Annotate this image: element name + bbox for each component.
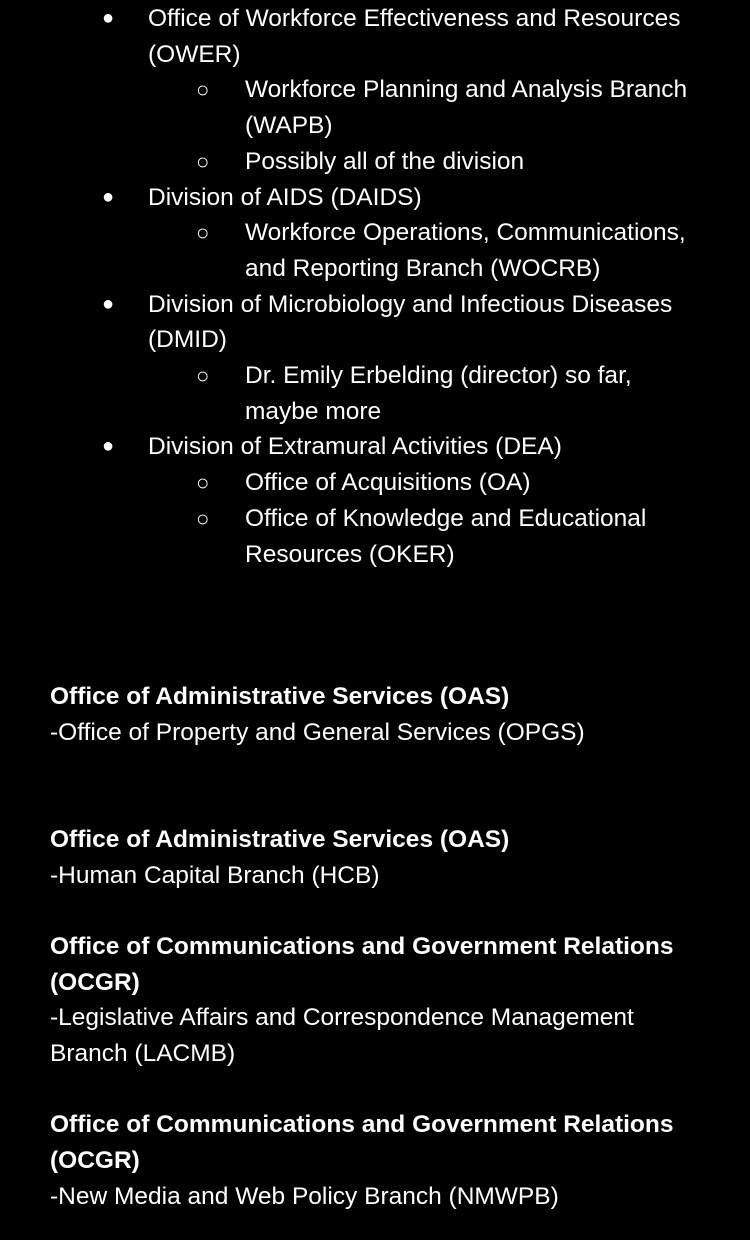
bullet-dot-icon: ●	[102, 7, 115, 29]
spacer	[50, 1072, 710, 1108]
bullet-dot-icon: ●	[102, 185, 115, 208]
sub-list-item-text: Office of Acquisitions (OA)	[245, 469, 531, 497]
bullet-circle-icon: ○	[196, 505, 210, 531]
list-item-text: Office of Workforce Effectiveness and Resources (OWER)	[148, 5, 681, 68]
section-line: -Human Capital Branch (HCB)	[50, 861, 380, 889]
sub-list-item	[196, 501, 695, 572]
sub-list-item-text: Workforce Planning and Analysis Branch (WAPB)	[245, 76, 688, 140]
office-section	[50, 929, 710, 1072]
list-item	[102, 180, 708, 287]
section-line: -Legislative Affairs and Correspondence Management Branch (LACMB)	[50, 1004, 634, 1067]
bullet-circle-icon: ○	[196, 220, 210, 246]
sub-list	[196, 358, 695, 429]
sub-list	[196, 215, 695, 286]
section-heading: Office of Communications and Government Relations (OCGR)	[50, 932, 674, 996]
section-heading: Office of Administrative Services (OAS)	[50, 683, 510, 710]
sub-list-item	[196, 358, 695, 429]
bullet-circle-icon: ○	[196, 77, 210, 103]
section-heading: Office of Communications and Government Relations (OCGR)	[50, 1111, 674, 1175]
section-heading: Office of Administrative Services (OAS)	[50, 825, 510, 853]
list-item-text: Division of AIDS (DAIDS)	[148, 183, 422, 211]
spacer	[50, 893, 710, 929]
list-item-text: Division of Microbiology and Infectious Diseases (DMID)	[148, 290, 673, 354]
bullet-dot-icon: ●	[102, 292, 115, 315]
sub-list-item-text: Dr. Emily Erbelding (director) so far, maybe more	[245, 362, 632, 425]
sub-list-item	[196, 144, 695, 180]
sub-list-item-text: Workforce Operations, Communications, and Reporting Branch (WOCRB)	[245, 219, 686, 282]
bullet-dot-icon: ●	[102, 435, 115, 458]
office-section	[50, 1107, 710, 1214]
list-item-text: Division of Extramural Activities (DEA)	[148, 433, 562, 461]
sub-list-item	[196, 72, 695, 143]
list-item	[102, 1, 708, 180]
sub-list-item	[196, 465, 695, 501]
office-sections	[50, 679, 710, 1215]
bullet-circle-icon: ○	[196, 470, 210, 496]
list-item	[102, 287, 708, 430]
section-line: -New Media and Web Policy Branch (NMWPB)	[50, 1182, 559, 1210]
office-section	[50, 679, 710, 750]
office-section	[50, 822, 710, 893]
sub-list-item-text: Possibly all of the division	[245, 147, 525, 175]
spacer	[50, 750, 710, 821]
sub-list-item-text: Office of Knowledge and Educational Resources (OKER)	[245, 504, 647, 568]
sub-list	[196, 465, 695, 572]
sub-list	[196, 72, 695, 179]
sub-list-item	[196, 215, 695, 286]
section-line: -Office of Property and General Services (OPGS)	[50, 718, 585, 746]
bullet-circle-icon: ○	[196, 148, 210, 174]
bullet-circle-icon: ○	[196, 363, 210, 389]
bullet-list	[102, 1, 708, 572]
list-item	[102, 429, 708, 572]
